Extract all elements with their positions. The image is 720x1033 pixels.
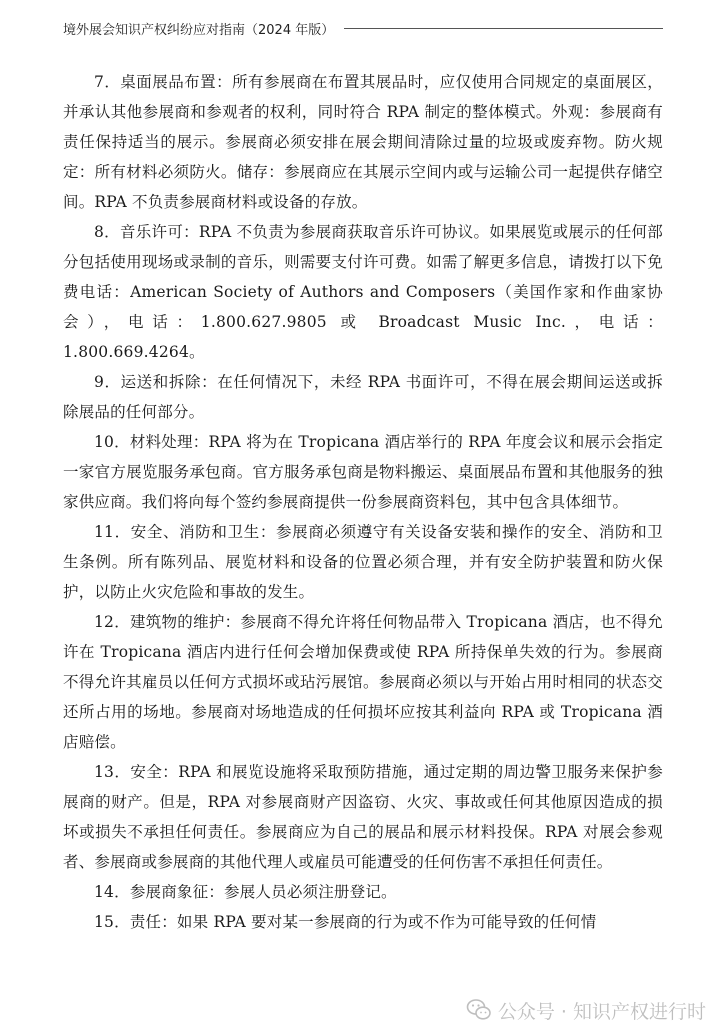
header-rule [344, 28, 663, 29]
clause-14: 14．参展商象征：参展人员必须注册登记。 [94, 883, 397, 901]
clause-12: 12．建筑物的维护：参展商不得允许将任何物品带入 Tropicana 酒店，也不得允许在 Tropicana 酒店内进行任何会增加保费或使 RPA 所持保单失效的行为。参展商不得允许其雇员以任何方式损坏或玷污展馆。参展商必须以与开始占用时相同的状态交还所占用的场地。参展商对场地造成的任何损坏应按其利益向 RPA 或 Tropicana 酒店赔偿。 [63, 613, 663, 751]
clause-7: 7．桌面展品布置：所有参展商在布置其展品时，应仅使用合同规定的桌面展区，并承认其他参展商和参观者的权利，同时符合 RPA 制定的整体模式。外观：参展商有责任保持适当的展示。参展商必须安排在展会期间清除过量的垃圾或废弃物。防火规定：所有材料必须防火。储存：参展商应在其展示空间内或与运输公司一起提供存储空间。RPA 不负责参展商材料或设备的存放。 [63, 73, 663, 211]
header-title: 境外展会知识产权纠纷应对指南（2024 年版） [63, 22, 335, 38]
clause-13: 13．安全：RPA 和展览设施将采取预防措施，通过定期的周边警卫服务来保护参展商的财产。但是，RPA 对参展商财产因盗窃、火灾、事故或任何其他原因造成的损坏或损失不承担任何责任。参展商应为自己的展品和展示材料投保。RPA 对展会参观者、参展商或参展商的其他代理人或雇员可能遭受的任何伤害不承担任何责任。 [63, 763, 663, 871]
clause-15: 15．责任：如果 RPA 要对某一参展商的行为或不作为可能导致的任何情 [94, 913, 597, 931]
wechat-icon [466, 997, 492, 1023]
watermark-text: 公众号 · 知识产权进行时 [497, 1000, 706, 1023]
page-header [63, 17, 663, 39]
clause-11: 11．安全、消防和卫生：参展商必须遵守有关设备安装和操作的安全、消防和卫生条例。所有陈列品、展览材料和设备的位置必须合理，并有安全防护装置和防火保护，以防止火灾危险和事故的发生。 [63, 523, 663, 601]
watermark [466, 993, 706, 1027]
clause-9: 9．运送和拆除：在任何情况下，未经 RPA 书面许可，不得在展会期间运送或拆除展品的任何部分。 [63, 373, 663, 421]
clause-8: 8．音乐许可：RPA 不负责为参展商获取音乐许可协议。如果展览或展示的任何部分包括使用现场或录制的音乐，则需要支付许可费。如需了解更多信息，请拨打以下免费电话：American Society of Authors and Composers（美国作家和作曲家协会），电话：1.800.627.9805 或 Broadcast Music Inc.，电话：1.800.669.4264。 [63, 223, 663, 361]
document-body [63, 67, 663, 937]
clause-10: 10．材料处理：RPA 将为在 Tropicana 酒店举行的 RPA 年度会议和展示会指定一家官方展览服务承包商。官方服务承包商是物料搬运、桌面展品布置和其他服务的独家供应商。我们将向每个签约参展商提供一份参展商资料包，其中包含具体细节。 [63, 433, 663, 511]
